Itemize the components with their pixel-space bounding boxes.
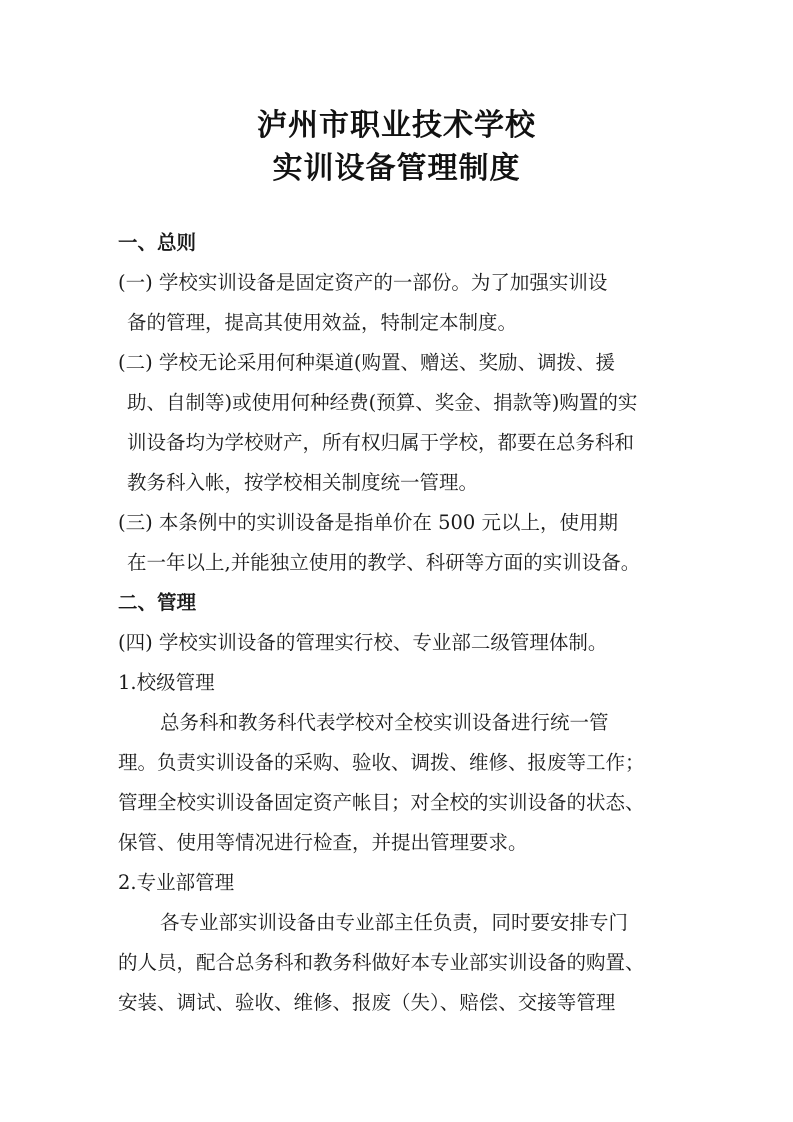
paragraph-line: 保管、使用等情况进行检查，并提出管理要求。 bbox=[118, 831, 528, 854]
paragraph-line: 在一年以上,并能独立使用的教学、科研等方面的实训设备。 bbox=[127, 551, 641, 574]
paragraph-line: (二) 学校无论采用何种渠道(购置、赠送、奖励、调拨、援 bbox=[118, 351, 616, 374]
section-heading-general: 一、总则 bbox=[118, 231, 197, 254]
paragraph-line: 训设备均为学校财产，所有权归属于学校，都要在总务科和 bbox=[127, 431, 635, 454]
paragraph-line: 教务科入帐，按学校相关制度统一管理。 bbox=[127, 471, 479, 494]
paragraph-line: (一) 学校实训设备是固定资产的一部份。为了加强实训设 bbox=[118, 271, 608, 294]
paragraph-line: 助、自制等)或使用何种经费(预算、奖金、捐款等)购置的实 bbox=[127, 391, 638, 414]
paragraph-line: 理。负责实训设备的采购、验收、调拨、维修、报废等工作； bbox=[118, 751, 645, 774]
paragraph-line: (三) 本条例中的实训设备是指单价在 500 元以上，使用期 bbox=[118, 511, 619, 534]
paragraph-line: 安装、调试、验收、维修、报废（失）、赔偿、交接等管理 bbox=[118, 991, 616, 1014]
document-title-line-2: 实训设备管理制度 bbox=[272, 151, 521, 186]
subsection-heading-department-level: 2.专业部管理 bbox=[118, 871, 235, 894]
paragraph-line: 的人员，配合总务科和教务科做好本专业部实训设备的购置、 bbox=[118, 951, 645, 974]
paragraph-line: (四) 学校实训设备的管理实行校、专业部二级管理体制。 bbox=[118, 631, 608, 654]
paragraph-line: 备的管理，提高其使用效益，特制定本制度。 bbox=[127, 311, 518, 334]
paragraph-line: 管理全校实训设备固定资产帐目；对全校的实训设备的状态、 bbox=[118, 791, 645, 814]
document-title-line-1: 泸州市职业技术学校 bbox=[257, 108, 536, 143]
subsection-heading-school-level: 1.校级管理 bbox=[118, 671, 215, 694]
paragraph-line: 各专业部实训设备由专业部主任负责，同时要安排专门 bbox=[160, 911, 629, 934]
section-heading-management: 二、管理 bbox=[118, 591, 197, 614]
paragraph-line: 总务科和教务科代表学校对全校实训设备进行统一管 bbox=[160, 711, 609, 734]
